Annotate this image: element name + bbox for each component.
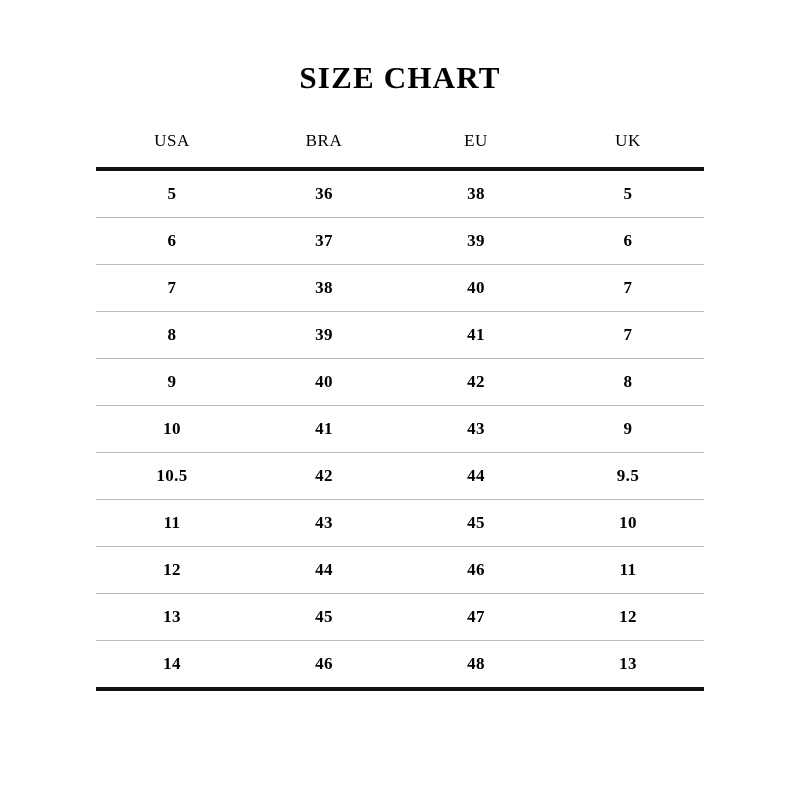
cell-usa: 14 <box>96 641 248 690</box>
cell-eu: 44 <box>400 453 552 500</box>
cell-eu: 43 <box>400 406 552 453</box>
cell-usa: 8 <box>96 312 248 359</box>
cell-bra: 44 <box>248 547 400 594</box>
cell-uk: 6 <box>552 218 704 265</box>
table-row <box>96 312 704 359</box>
cell-bra: 42 <box>248 453 400 500</box>
table-row <box>96 359 704 406</box>
cell-eu: 48 <box>400 641 552 690</box>
cell-bra: 37 <box>248 218 400 265</box>
table-row <box>96 406 704 453</box>
cell-bra: 46 <box>248 641 400 690</box>
cell-eu: 41 <box>400 312 552 359</box>
cell-usa: 11 <box>96 500 248 547</box>
column-header-eu: EU <box>464 131 488 150</box>
table-body <box>96 169 704 689</box>
size-chart-table-container <box>96 131 704 691</box>
cell-usa: 7 <box>96 265 248 312</box>
cell-uk: 12 <box>552 594 704 641</box>
cell-bra: 38 <box>248 265 400 312</box>
column-header-uk: UK <box>615 131 641 150</box>
cell-bra: 39 <box>248 312 400 359</box>
cell-eu: 47 <box>400 594 552 641</box>
table-header-row <box>96 131 704 169</box>
table-row <box>96 218 704 265</box>
cell-usa: 9 <box>96 359 248 406</box>
table-row <box>96 169 704 218</box>
table-row <box>96 594 704 641</box>
cell-bra: 41 <box>248 406 400 453</box>
table-row <box>96 547 704 594</box>
cell-usa: 12 <box>96 547 248 594</box>
cell-bra: 43 <box>248 500 400 547</box>
cell-eu: 42 <box>400 359 552 406</box>
cell-bra: 45 <box>248 594 400 641</box>
cell-eu: 46 <box>400 547 552 594</box>
cell-eu: 39 <box>400 218 552 265</box>
cell-eu: 45 <box>400 500 552 547</box>
cell-uk: 9 <box>552 406 704 453</box>
cell-bra: 40 <box>248 359 400 406</box>
cell-bra: 36 <box>248 169 400 218</box>
cell-uk: 10 <box>552 500 704 547</box>
table-row <box>96 500 704 547</box>
page-title: SIZE CHART <box>299 60 501 95</box>
size-chart-table <box>96 131 704 691</box>
cell-usa: 10.5 <box>96 453 248 500</box>
cell-usa: 13 <box>96 594 248 641</box>
cell-usa: 6 <box>96 218 248 265</box>
table-row <box>96 265 704 312</box>
cell-uk: 5 <box>552 169 704 218</box>
cell-eu: 38 <box>400 169 552 218</box>
cell-uk: 8 <box>552 359 704 406</box>
cell-uk: 7 <box>552 265 704 312</box>
table-row <box>96 641 704 690</box>
table-row <box>96 453 704 500</box>
cell-usa: 5 <box>96 169 248 218</box>
cell-uk: 7 <box>552 312 704 359</box>
table-header <box>96 131 704 169</box>
cell-uk: 9.5 <box>552 453 704 500</box>
cell-usa: 10 <box>96 406 248 453</box>
cell-uk: 13 <box>552 641 704 690</box>
column-header-usa: USA <box>154 131 190 150</box>
column-header-bra: BRA <box>305 131 343 150</box>
cell-eu: 40 <box>400 265 552 312</box>
cell-uk: 11 <box>552 547 704 594</box>
